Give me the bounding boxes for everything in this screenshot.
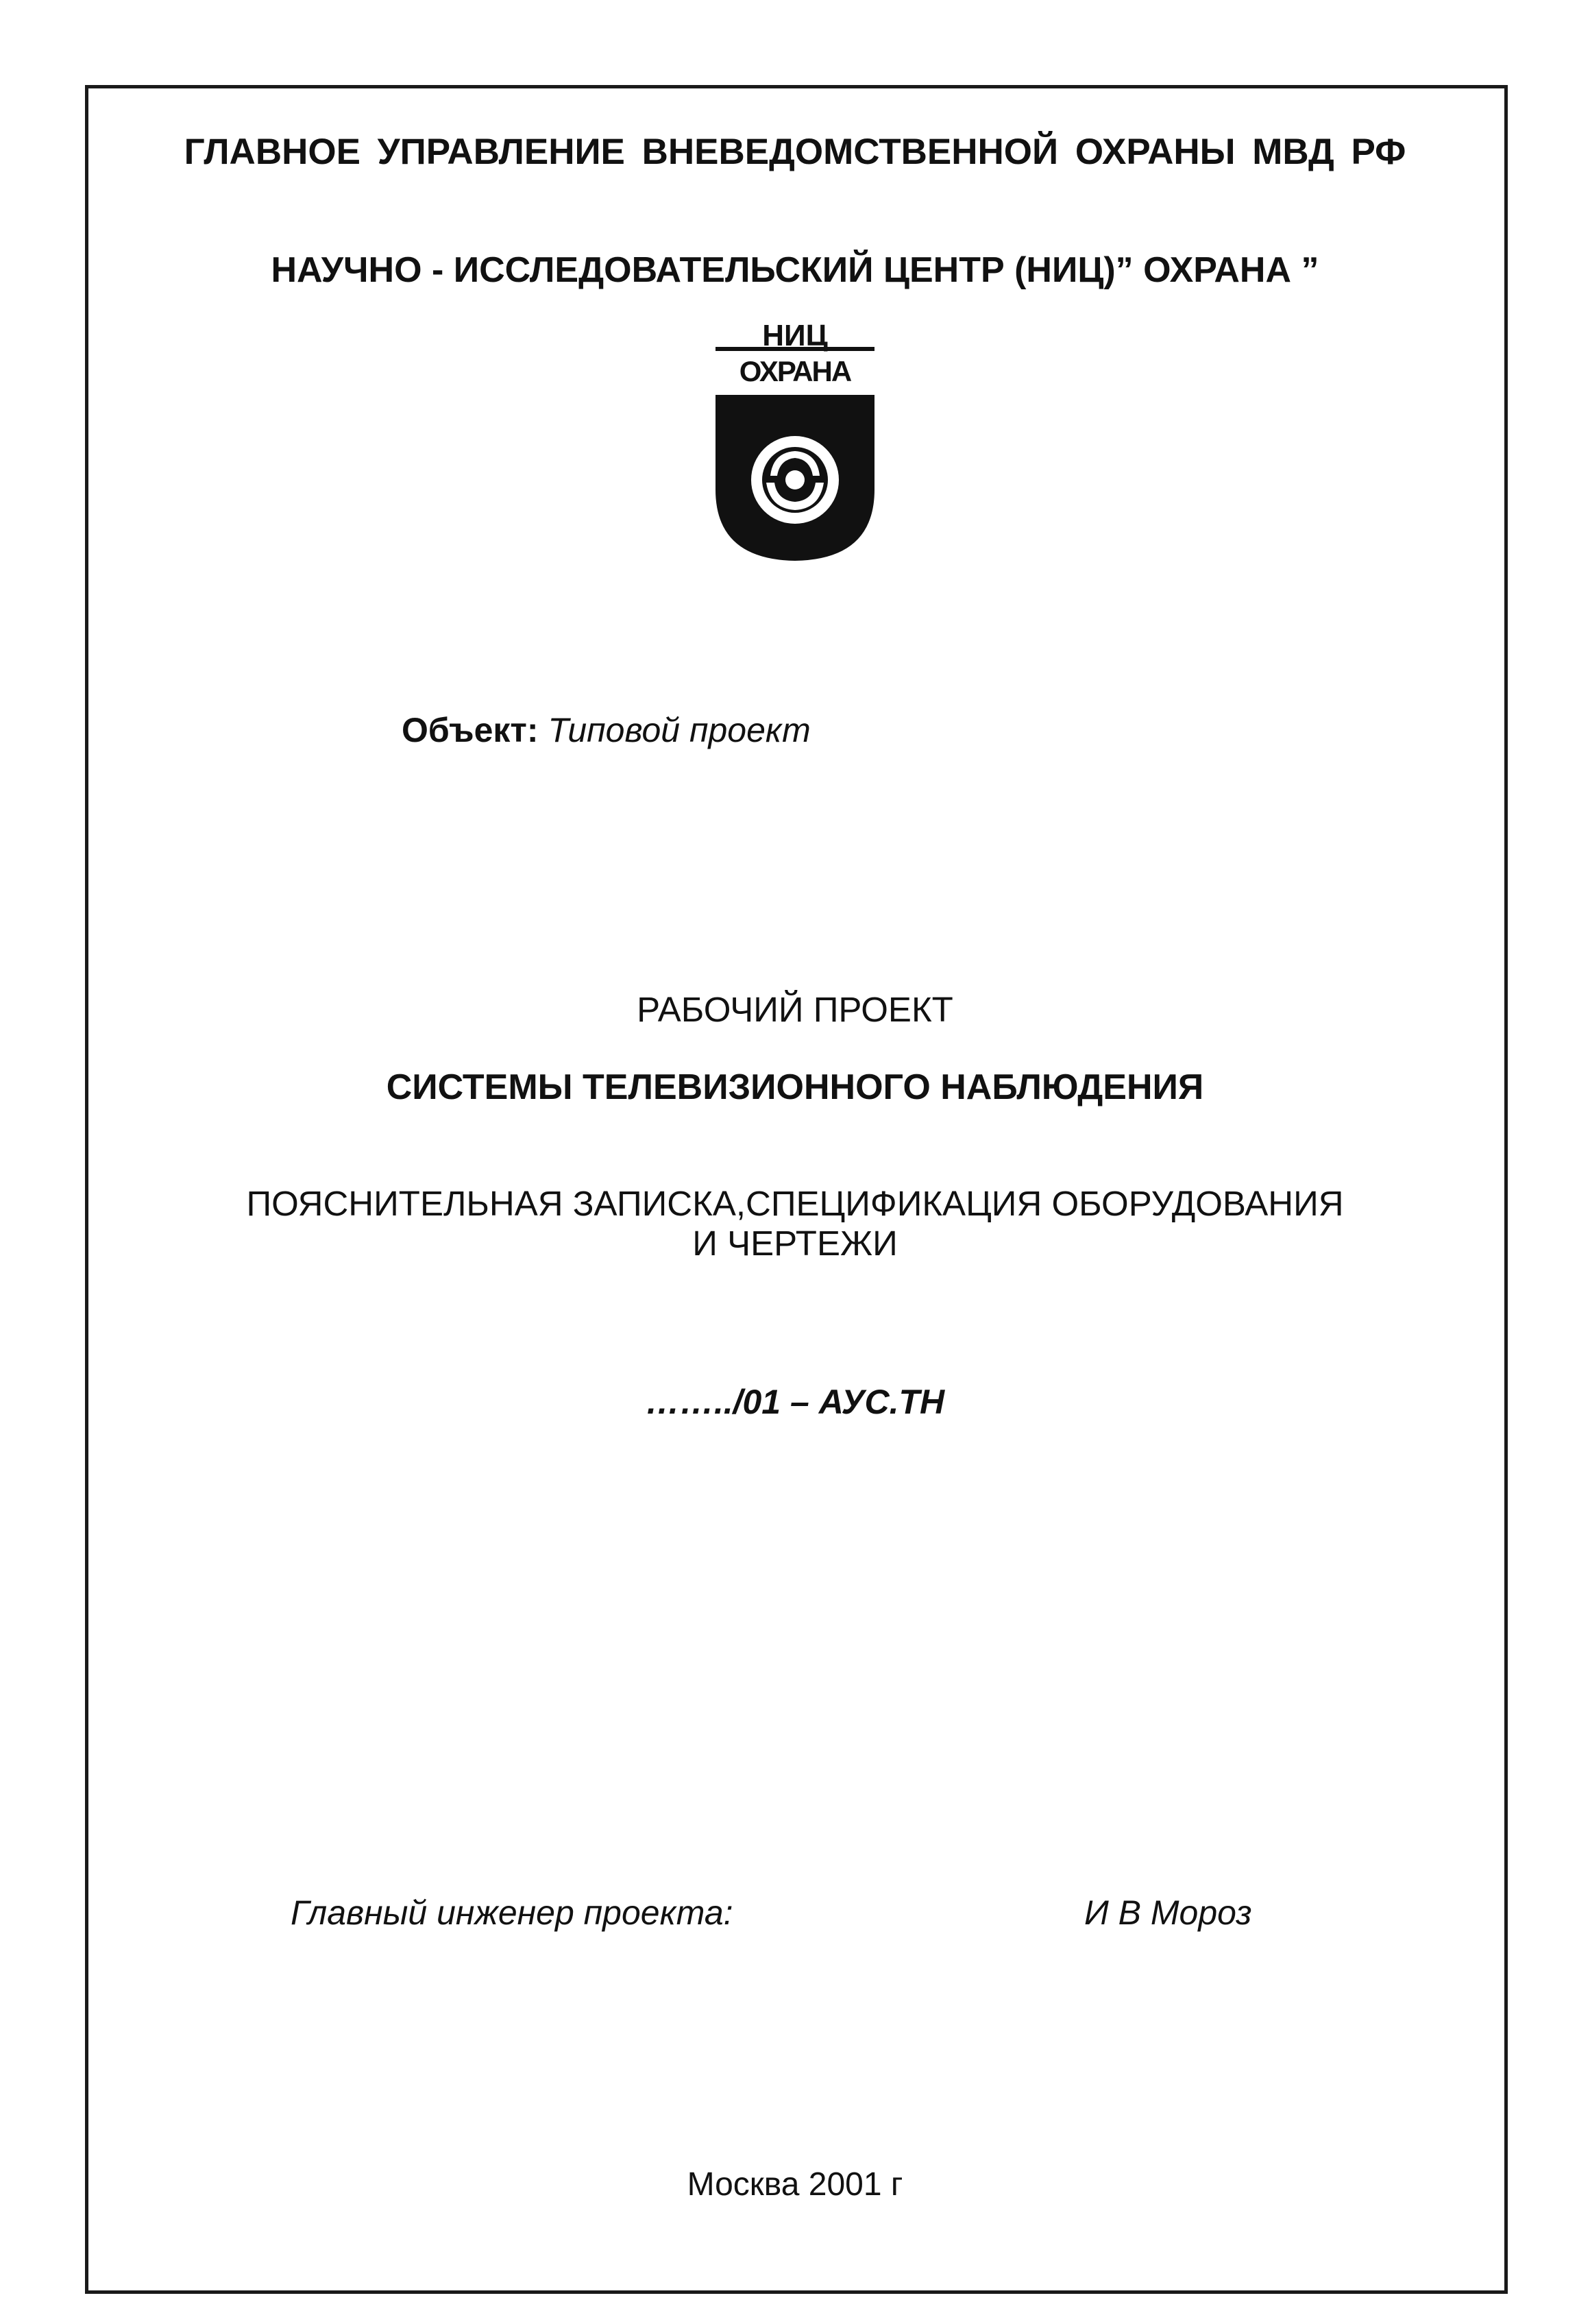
document-title: СИСТЕМЫ ТЕЛЕВИЗИОННОГО НАБЛЮДЕНИЯ [386,1067,1204,1107]
chief-engineer-label: Главный инженер проекта: [291,1893,733,1932]
logo-text-okhrana: ОХРАНА [739,355,851,387]
logo-text-nits: НИЦ [762,321,828,352]
research-center-heading: НАУЧНО - ИССЛЕДОВАТЕЛЬСКИЙ ЦЕНТР (НИЦ)” ОХРАНА ” [271,250,1319,290]
document-description-line1: ПОЯСНИТЕЛЬНАЯ ЗАПИСКА,СПЕЦИФИКАЦИЯ ОБОРУДОВАНИЯ [246,1184,1344,1223]
object-value: Типовой проект [548,711,811,749]
object-line [402,713,811,747]
nits-okhrana-logo-icon [713,321,877,562]
city-year-footer: Москва 2001 г [687,2166,903,2203]
document-type: РАБОЧИЙ ПРОЕКТ [637,990,953,1029]
document-code: ……../01 – АУС.ТН [645,1383,945,1421]
chief-engineer-name: И В Мороз [1084,1893,1252,1932]
object-label: Объект: [402,711,539,749]
document-description-line2: И ЧЕРТЕЖИ [692,1224,898,1263]
organization-heading: ГЛАВНОЕ УПРАВЛЕНИЕ ВНЕВЕДОМСТВЕННОЙ ОХРАНЫ МВД РФ [184,132,1406,172]
